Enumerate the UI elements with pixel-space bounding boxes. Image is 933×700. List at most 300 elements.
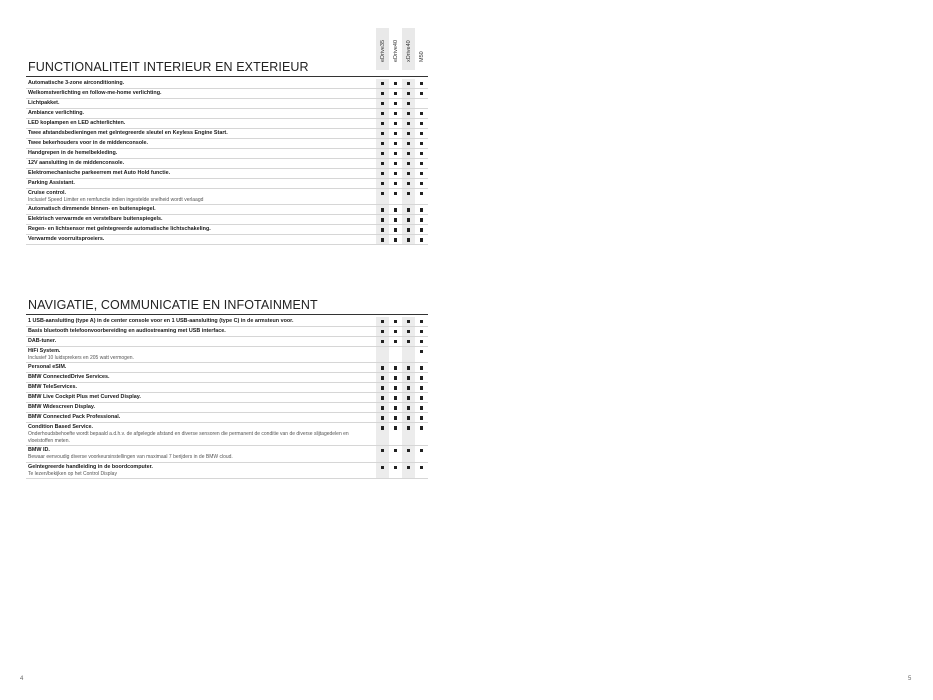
table-row [26, 373, 428, 383]
standard-equipment-mark [407, 142, 410, 145]
row-text [26, 139, 376, 148]
standard-equipment-mark [407, 449, 410, 452]
row-text [26, 215, 376, 224]
feature-label: Parking Assistant. [28, 180, 75, 186]
availability-cell [415, 139, 428, 148]
row-text [26, 347, 376, 362]
standard-equipment-mark [394, 142, 397, 145]
availability-cells [376, 337, 428, 346]
availability-cells [376, 169, 428, 178]
availability-cell [415, 363, 428, 372]
standard-equipment-mark [394, 320, 397, 323]
standard-equipment-mark [381, 142, 384, 145]
standard-equipment-mark [394, 172, 397, 175]
availability-cell [376, 169, 389, 178]
availability-cell [376, 423, 389, 445]
availability-cells [376, 139, 428, 148]
row-text [26, 79, 376, 88]
standard-equipment-mark [394, 152, 397, 155]
standard-equipment-mark [407, 340, 410, 343]
standard-equipment-mark [381, 132, 384, 135]
availability-cell [402, 109, 415, 118]
row-text [26, 89, 376, 98]
section-title: FUNCTIONALITEIT INTERIEUR EN EXTERIEUR [28, 60, 309, 74]
standard-equipment-mark [420, 228, 423, 231]
standard-equipment-mark [381, 376, 384, 379]
availability-cell [402, 189, 415, 204]
row-text [26, 463, 376, 478]
availability-cell [415, 446, 428, 461]
row-text [26, 363, 376, 372]
standard-equipment-mark [420, 320, 423, 323]
availability-cells [376, 463, 428, 478]
table-row [26, 463, 428, 479]
availability-cells [376, 327, 428, 336]
availability-cell [415, 393, 428, 402]
row-text [26, 446, 376, 461]
availability-cell [376, 149, 389, 158]
standard-equipment-mark [381, 162, 384, 165]
availability-cell [415, 79, 428, 88]
table-row [26, 337, 428, 347]
feature-label: Condition Based Service. [28, 424, 94, 431]
standard-equipment-mark [420, 416, 423, 419]
availability-cell [389, 109, 402, 118]
standard-equipment-mark [420, 366, 423, 369]
availability-cell [402, 179, 415, 188]
row-text [26, 317, 376, 326]
availability-cell [376, 393, 389, 402]
feature-label: Personal eSIM. [28, 364, 67, 371]
availability-cell [376, 463, 389, 478]
row-text [26, 403, 376, 412]
standard-equipment-mark [407, 132, 410, 135]
table-row [26, 317, 428, 327]
row-text [26, 205, 376, 214]
table-row [26, 225, 428, 235]
standard-equipment-mark [394, 466, 397, 469]
standard-equipment-mark [381, 238, 384, 241]
standard-equipment-mark [381, 112, 384, 115]
standard-equipment-mark [407, 208, 410, 211]
standard-equipment-mark [381, 182, 384, 185]
availability-cell [389, 89, 402, 98]
availability-cell [376, 317, 389, 326]
availability-cell [389, 347, 402, 362]
standard-equipment-mark [420, 162, 423, 165]
table-row [26, 99, 428, 109]
availability-cell [389, 205, 402, 214]
standard-equipment-mark [420, 396, 423, 399]
standard-equipment-mark [381, 330, 384, 333]
row-text [26, 413, 376, 422]
availability-cells [376, 347, 428, 362]
row-text [26, 99, 376, 108]
availability-cell [415, 413, 428, 422]
availability-cell [376, 363, 389, 372]
availability-cell [415, 159, 428, 168]
availability-cell [389, 337, 402, 346]
standard-equipment-mark [381, 426, 384, 429]
table-row [26, 423, 428, 446]
availability-cell [376, 179, 389, 188]
availability-cell [402, 79, 415, 88]
availability-cell [389, 327, 402, 336]
standard-equipment-mark [394, 396, 397, 399]
availability-cell [402, 169, 415, 178]
table-row [26, 383, 428, 393]
standard-equipment-mark [407, 466, 410, 469]
feature-label: BMW ConnectedDrive Services. [28, 374, 110, 381]
availability-cell [402, 337, 415, 346]
standard-equipment-mark [381, 192, 384, 195]
availability-cell [376, 225, 389, 234]
availability-cell [402, 347, 415, 362]
availability-cell [389, 129, 402, 138]
availability-cell [376, 235, 389, 244]
feature-label: BMW ID. [28, 447, 50, 454]
availability-cells [376, 225, 428, 234]
standard-equipment-mark [394, 92, 397, 95]
standard-equipment-mark [407, 376, 410, 379]
availability-cell [376, 159, 389, 168]
standard-equipment-mark [407, 82, 410, 85]
availability-cell [389, 149, 402, 158]
availability-cell [389, 215, 402, 224]
table-row [26, 119, 428, 129]
feature-label: Geïntegreerde handleiding in de boordcomputer. [28, 463, 153, 470]
standard-equipment-mark [407, 366, 410, 369]
table-row [26, 129, 428, 139]
availability-cell [402, 205, 415, 214]
standard-equipment-mark [394, 208, 397, 211]
availability-cell [376, 139, 389, 148]
availability-cell [402, 327, 415, 336]
feature-label: Handgrepen in de hemelbekleding. [28, 150, 118, 156]
availability-cell [402, 159, 415, 168]
availability-cell [415, 373, 428, 382]
availability-cell [402, 99, 415, 108]
standard-equipment-mark [381, 218, 384, 221]
availability-cell [389, 169, 402, 178]
feature-label: Automatische 3-zone airconditioning. [28, 80, 125, 86]
availability-cell [415, 109, 428, 118]
standard-equipment-mark [420, 132, 423, 135]
feature-label: Basis bluetooth telefoonvoorbereiding en audiostreaming met USB interface. [28, 328, 226, 334]
availability-cells [376, 89, 428, 98]
availability-cell [402, 119, 415, 128]
availability-cell [389, 373, 402, 382]
standard-equipment-mark [420, 406, 423, 409]
table-row [26, 169, 428, 179]
availability-cell [376, 99, 389, 108]
standard-equipment-mark [420, 142, 423, 145]
standard-equipment-mark [420, 426, 423, 429]
availability-cells [376, 393, 428, 402]
availability-cell [376, 129, 389, 138]
standard-equipment-mark [407, 396, 410, 399]
standard-equipment-mark [407, 238, 410, 241]
table-row [26, 393, 428, 403]
availability-cell [402, 225, 415, 234]
standard-equipment-mark [420, 376, 423, 379]
standard-equipment-mark [381, 366, 384, 369]
standard-equipment-mark [394, 132, 397, 135]
availability-cell [415, 463, 428, 478]
standard-equipment-mark [407, 162, 410, 165]
availability-cells [376, 129, 428, 138]
availability-cell [415, 317, 428, 326]
availability-cell [415, 129, 428, 138]
standard-equipment-mark [381, 396, 384, 399]
feature-label: DAB-tuner. [28, 338, 57, 344]
availability-cells [376, 413, 428, 422]
standard-equipment-mark [394, 218, 397, 221]
standard-equipment-mark [394, 386, 397, 389]
availability-cells [376, 383, 428, 392]
availability-cell [376, 215, 389, 224]
section-title: NAVIGATIE, COMMUNICATIE EN INFOTAINMENT [28, 298, 318, 312]
availability-cells [376, 363, 428, 372]
standard-equipment-mark [394, 376, 397, 379]
standard-equipment-mark [394, 406, 397, 409]
row-text [26, 169, 376, 178]
availability-cell [376, 373, 389, 382]
standard-equipment-mark [394, 416, 397, 419]
availability-cell [376, 347, 389, 362]
standard-equipment-mark [420, 340, 423, 343]
availability-cell [402, 317, 415, 326]
availability-cell [389, 119, 402, 128]
availability-cell [376, 446, 389, 461]
table-row [26, 363, 428, 373]
availability-cell [376, 413, 389, 422]
standard-equipment-mark [381, 416, 384, 419]
availability-cell [402, 139, 415, 148]
availability-cell [402, 393, 415, 402]
availability-cell [402, 235, 415, 244]
feature-note: Inclusief Speed Limiter en remfunctie indien ingestelde snelheid wordt verlaagd [28, 197, 204, 203]
availability-cell [376, 383, 389, 392]
row-text [26, 119, 376, 128]
row-text [26, 159, 376, 168]
feature-table [26, 79, 428, 245]
table-row [26, 89, 428, 99]
row-text [26, 109, 376, 118]
feature-label: Twee bekerhouders voor in de middenconsole. [28, 140, 149, 146]
availability-cell [415, 423, 428, 445]
standard-equipment-mark [420, 466, 423, 469]
table-row [26, 139, 428, 149]
availability-cells [376, 79, 428, 88]
standard-equipment-mark [394, 112, 397, 115]
availability-cell [389, 139, 402, 148]
table-row [26, 109, 428, 119]
availability-cell [389, 99, 402, 108]
row-text [26, 179, 376, 188]
availability-cell [389, 225, 402, 234]
availability-cells [376, 149, 428, 158]
feature-label: Verwarmde voorruitsproeiers. [28, 236, 105, 243]
availability-cell [389, 463, 402, 478]
availability-cell [376, 109, 389, 118]
standard-equipment-mark [407, 386, 410, 389]
availability-cells [376, 446, 428, 461]
feature-label: Automatisch dimmende binnen- en buitenspiegel. [28, 206, 156, 213]
availability-cell [389, 383, 402, 392]
table-row [26, 79, 428, 89]
standard-equipment-mark [420, 152, 423, 155]
availability-cells [376, 205, 428, 214]
availability-cell [415, 169, 428, 178]
availability-cells [376, 159, 428, 168]
availability-cell [402, 413, 415, 422]
availability-cell [376, 403, 389, 412]
table-row [26, 403, 428, 413]
table-row [26, 189, 428, 205]
row-text [26, 235, 376, 244]
availability-cell [415, 179, 428, 188]
row-text [26, 383, 376, 392]
standard-equipment-mark [394, 449, 397, 452]
standard-equipment-mark [394, 192, 397, 195]
availability-cells [376, 317, 428, 326]
feature-label: Elektrisch verwarmde en verstelbare buitenspiegels. [28, 216, 163, 223]
column-header: M50 [415, 28, 428, 70]
row-text [26, 149, 376, 158]
availability-cell [415, 215, 428, 224]
standard-equipment-mark [394, 238, 397, 241]
standard-equipment-mark [407, 192, 410, 195]
standard-equipment-mark [394, 82, 397, 85]
standard-equipment-mark [394, 426, 397, 429]
availability-cell [389, 189, 402, 204]
availability-cell [415, 347, 428, 362]
availability-cell [376, 327, 389, 336]
standard-equipment-mark [407, 228, 410, 231]
availability-cell [402, 383, 415, 392]
title-divider [26, 314, 428, 315]
standard-equipment-mark [381, 340, 384, 343]
feature-label: BMW TeleServices. [28, 384, 78, 391]
feature-note: Inclusief 10 luidsprekers en 205 watt vermogen. [28, 355, 134, 361]
availability-cell [402, 403, 415, 412]
standard-equipment-mark [407, 122, 410, 125]
row-text [26, 373, 376, 382]
standard-equipment-mark [381, 102, 384, 105]
availability-cell [402, 463, 415, 478]
availability-cell [415, 99, 428, 108]
availability-cell [402, 423, 415, 445]
standard-equipment-mark [381, 466, 384, 469]
standard-equipment-mark [407, 320, 410, 323]
feature-label: BMW Live Cockpit Plus met Curved Display. [28, 394, 141, 401]
feature-note: Te lezen/bekijken op het Control Display [28, 470, 117, 477]
table-row [26, 413, 428, 423]
standard-equipment-mark [394, 182, 397, 185]
row-text [26, 327, 376, 336]
availability-cells [376, 403, 428, 412]
availability-cell [376, 337, 389, 346]
availability-cell [402, 149, 415, 158]
availability-cell [415, 205, 428, 214]
standard-equipment-mark [420, 238, 423, 241]
availability-cell [376, 119, 389, 128]
standard-equipment-mark [420, 218, 423, 221]
row-text [26, 189, 376, 204]
feature-label: LED koplampen en LED achterlichten. [28, 120, 126, 126]
row-text [26, 423, 376, 445]
standard-equipment-mark [420, 122, 423, 125]
availability-cell [415, 189, 428, 204]
feature-label: 1 USB-aansluiting (type A) in de center console voor en 1 USB-aansluiting (type C) in de armsteun voor. [28, 318, 294, 324]
feature-label: BMW Connected Pack Professional. [28, 414, 121, 421]
availability-cell [415, 89, 428, 98]
standard-equipment-mark [381, 82, 384, 85]
standard-equipment-mark [407, 182, 410, 185]
standard-equipment-mark [420, 208, 423, 211]
feature-label: Regen- en lichtsensor met geïntegreerde automatische lichtschakeling. [28, 226, 211, 233]
availability-cell [389, 159, 402, 168]
standard-equipment-mark [420, 182, 423, 185]
availability-cell [415, 225, 428, 234]
standard-equipment-mark [381, 92, 384, 95]
feature-label: 12V aansluiting in de middenconsole. [28, 160, 125, 166]
standard-equipment-mark [420, 386, 423, 389]
availability-cell [389, 363, 402, 372]
standard-equipment-mark [394, 102, 397, 105]
column-header: eDrive40 [389, 28, 402, 70]
standard-equipment-mark [394, 162, 397, 165]
availability-cells [376, 373, 428, 382]
row-text [26, 129, 376, 138]
availability-cells [376, 109, 428, 118]
feature-label: Lichtpakket. [28, 100, 60, 106]
availability-cell [389, 235, 402, 244]
standard-equipment-mark [394, 122, 397, 125]
availability-cell [389, 393, 402, 402]
standard-equipment-mark [420, 350, 423, 353]
availability-cell [415, 403, 428, 412]
availability-cells [376, 189, 428, 204]
standard-equipment-mark [420, 92, 423, 95]
standard-equipment-mark [394, 340, 397, 343]
row-text [26, 337, 376, 346]
table-row [26, 215, 428, 225]
availability-cell [376, 205, 389, 214]
standard-equipment-mark [420, 112, 423, 115]
standard-equipment-mark [381, 172, 384, 175]
standard-equipment-mark [407, 330, 410, 333]
row-text [26, 393, 376, 402]
availability-cells [376, 423, 428, 445]
availability-cells [376, 235, 428, 244]
standard-equipment-mark [407, 406, 410, 409]
table-row [26, 347, 428, 363]
availability-cell [389, 423, 402, 445]
standard-equipment-mark [407, 152, 410, 155]
column-headers [376, 28, 428, 70]
feature-label: Ambiance verlichting. [28, 110, 85, 116]
standard-equipment-mark [381, 208, 384, 211]
availability-cells [376, 119, 428, 128]
column-header: eDrive35 [376, 28, 389, 70]
standard-equipment-mark [381, 122, 384, 125]
availability-cells [376, 99, 428, 108]
availability-cells [376, 215, 428, 224]
availability-cell [389, 413, 402, 422]
availability-cell [415, 149, 428, 158]
